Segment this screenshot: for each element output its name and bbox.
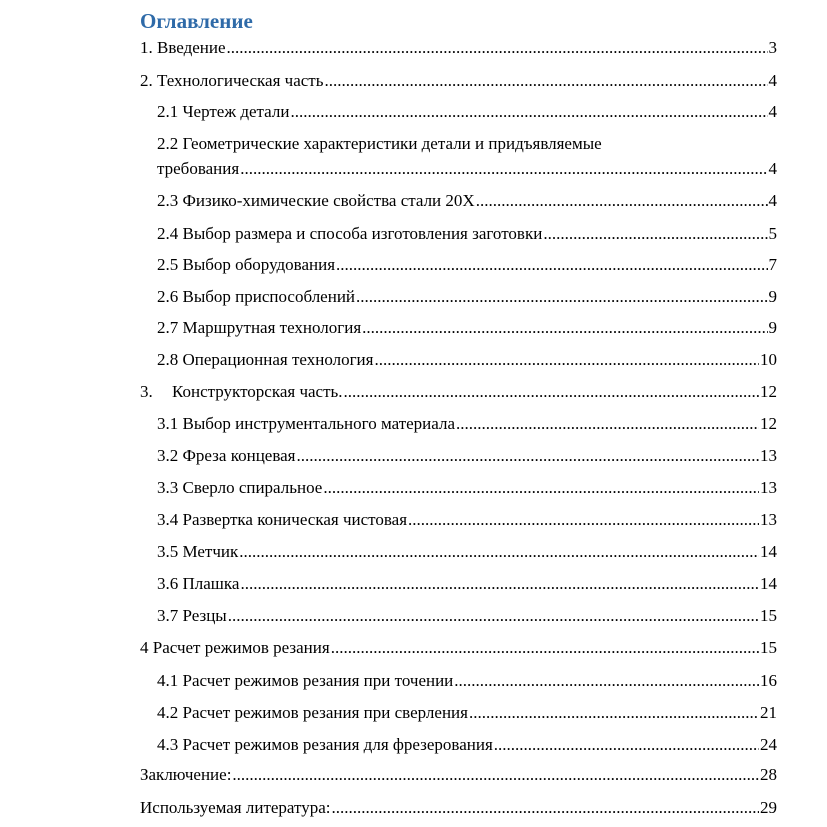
toc-entry[interactable] — [140, 638, 777, 658]
toc-page-number: 15 — [760, 606, 777, 625]
toc-page-number: 9 — [768, 318, 777, 337]
toc-leader — [232, 765, 759, 785]
toc-entry-label: 4.3 Расчет режимов резания для фрезерования — [157, 735, 493, 754]
toc-entry[interactable] — [157, 102, 777, 122]
toc-entry-number: 3. — [140, 382, 153, 401]
toc-entry[interactable] — [157, 318, 777, 338]
toc-leader — [476, 191, 768, 211]
toc-leader — [331, 638, 759, 658]
toc-leader — [228, 606, 759, 626]
toc-entry-label: 2. Технологическая часть — [140, 71, 324, 90]
toc-entry[interactable] — [157, 510, 777, 530]
toc-entry-label: 3.3 Сверло спиральное — [157, 478, 323, 497]
toc-page-number: 13 — [760, 510, 777, 529]
toc-leader — [494, 735, 759, 755]
toc-leader — [325, 71, 768, 91]
toc-leader — [454, 671, 759, 691]
toc-entry[interactable] — [157, 735, 777, 755]
toc-page-number: 4 — [768, 191, 777, 210]
toc-entry-label: 2.6 Выбор приспособлений — [157, 287, 356, 306]
toc-entry[interactable] — [157, 287, 777, 307]
toc-entry[interactable] — [157, 134, 777, 179]
toc-entry[interactable] — [157, 446, 777, 466]
toc-leader — [356, 287, 767, 307]
toc-page-number: 13 — [760, 446, 777, 465]
toc-entry-label: 2.4 Выбор размера и способа изготовления заготовки — [157, 224, 543, 243]
toc-page-number: 14 — [760, 574, 777, 593]
toc-page-number: 21 — [760, 703, 777, 722]
toc-page-number: 15 — [760, 638, 777, 657]
toc-page-number: 14 — [760, 542, 777, 561]
toc-entry[interactable] — [157, 574, 777, 594]
toc-entry-label: 2.5 Выбор оборудования — [157, 255, 336, 274]
toc-leader — [362, 318, 767, 338]
toc-page-number: 24 — [760, 735, 777, 754]
toc-entry[interactable] — [157, 542, 777, 562]
toc-entry-text: Конструкторская часть. — [172, 382, 343, 401]
toc-page-number: 4 — [768, 159, 777, 178]
toc-entry-label: 2.2 Геометрические характеристики детали и придъявляемые — [157, 134, 602, 153]
toc-page-number: 16 — [760, 671, 777, 690]
toc-entry[interactable] — [157, 414, 777, 434]
toc-page-number: 10 — [760, 350, 777, 369]
toc-entry-label: 3.5 Метчик — [157, 542, 239, 561]
toc-leader — [543, 224, 767, 244]
toc-entry[interactable] — [157, 191, 777, 211]
page-title: Оглавление — [140, 9, 253, 33]
toc-entry-label: 4.1 Расчет режимов резания при точении — [157, 671, 454, 690]
toc-entry-label: 4.2 Расчет режимов резания при сверления — [157, 703, 468, 722]
toc-entry-label: Используемая литература: — [140, 798, 331, 817]
toc-entry[interactable] — [157, 671, 777, 691]
toc-leader — [240, 574, 759, 594]
toc-leader — [240, 159, 767, 179]
toc-entry[interactable] — [140, 71, 777, 91]
toc-entry-label: 2.8 Операционная технология — [157, 350, 374, 369]
toc-leader — [374, 350, 759, 370]
toc-page-number: 12 — [760, 414, 777, 433]
toc-entry-label: 2.3 Физико-химические свойства стали 20Х — [157, 191, 475, 210]
toc-page-number: 13 — [760, 478, 777, 497]
toc-entry-label: Заключение: — [140, 765, 232, 784]
toc-leader — [297, 446, 760, 466]
toc-leader — [456, 414, 759, 434]
toc-entry[interactable] — [140, 798, 777, 818]
toc-leader — [323, 478, 759, 498]
toc-page-number: 12 — [760, 382, 777, 401]
toc-entry-label — [140, 382, 343, 402]
toc-page-number: 5 — [768, 224, 777, 243]
toc-entry[interactable] — [140, 765, 777, 785]
toc-entry-label: 1. Введение — [140, 38, 226, 57]
toc-entry-label: 3.2 Фреза концевая — [157, 446, 296, 465]
toc-entry-label: 3.1 Выбор инструментального материала — [157, 414, 455, 433]
toc-entry-label: 3.4 Развертка коническая чистовая — [157, 510, 408, 529]
toc-page-number: 4 — [768, 71, 777, 90]
toc-leader — [336, 255, 767, 275]
toc-page-number: 3 — [768, 38, 777, 57]
toc-entry-label-continuation: требования — [157, 159, 240, 178]
toc-leader — [227, 38, 768, 58]
toc-entry[interactable] — [157, 255, 777, 275]
toc-page-number: 9 — [768, 287, 777, 306]
toc-entry-label: 2.1 Чертеж детали — [157, 102, 290, 121]
toc-entry-label: 3.6 Плашка — [157, 574, 240, 593]
toc-leader — [332, 798, 759, 818]
toc-leader — [469, 703, 759, 723]
toc-page-number: 29 — [760, 798, 777, 817]
toc-leader — [239, 542, 759, 562]
toc-leader — [290, 102, 767, 122]
toc-entry-label: 2.7 Маршрутная технология — [157, 318, 362, 337]
toc-entry-label: 3.7 Резцы — [157, 606, 227, 625]
toc-leader — [344, 382, 759, 402]
toc-entry[interactable] — [140, 38, 777, 58]
toc-entry-label: 4 Расчет режимов резания — [140, 638, 330, 657]
toc-entry[interactable] — [140, 382, 777, 402]
toc-entry[interactable] — [157, 606, 777, 626]
toc-entry[interactable] — [157, 350, 777, 370]
toc-page-number: 7 — [768, 255, 777, 274]
toc-entry[interactable] — [157, 224, 777, 244]
toc-leader — [408, 510, 759, 530]
toc-entry[interactable] — [157, 703, 777, 723]
toc-entry[interactable] — [157, 478, 777, 498]
toc-page-number: 4 — [768, 102, 777, 121]
toc-page-number: 28 — [760, 765, 777, 784]
